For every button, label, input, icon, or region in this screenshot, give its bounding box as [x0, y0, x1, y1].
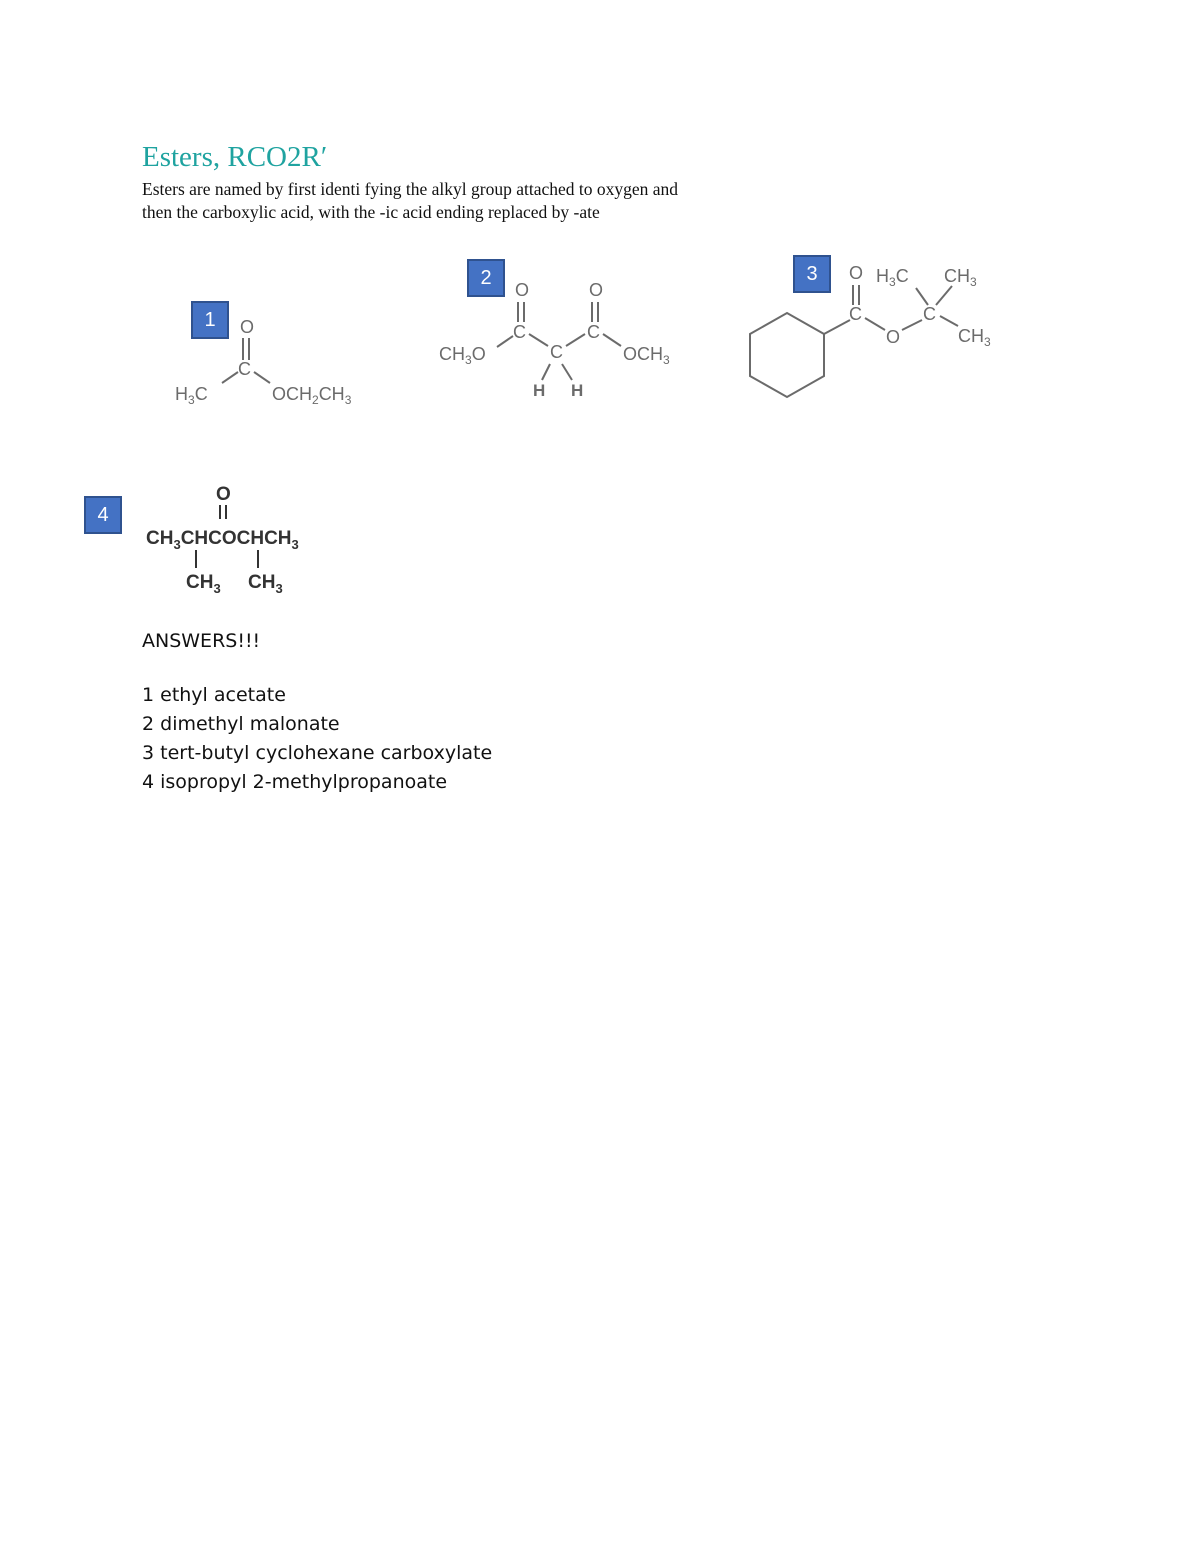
- svg-text:H3C: $H_3C$: [175, 384, 208, 407]
- s2-carbon-1: C: [513, 322, 526, 342]
- s4-branch-methyl-1: [186, 572, 221, 596]
- intro-line-2: then the carboxylic acid, with the -ic acid ending replaced by -ate: [142, 202, 600, 222]
- structure-1-badge: 1: [191, 301, 229, 339]
- s2-carbon-center: C: [550, 342, 563, 362]
- s2-bond-c1-c: [529, 334, 548, 346]
- answers-header: ANSWERS!!!: [142, 630, 261, 652]
- intro-line-1: Esters are named by first identi fying the alkyl group attached to oxygen and: [142, 179, 679, 199]
- s1-methyl-c: C: [194, 384, 208, 404]
- svg-text:OCH3: $OCH_3$: [623, 344, 670, 367]
- s3-methyl-b: [944, 266, 977, 289]
- svg-text:OCH2CH3: $OCH_2CH_3$: [272, 384, 352, 407]
- structure-4-isopropyl-2-methylpropanoate: [140, 480, 340, 600]
- structure-2-badge: 2: [467, 259, 505, 297]
- s3-methyl-a-bond: [916, 288, 928, 305]
- answer-item-2: 2 dimethyl malonate: [142, 713, 340, 735]
- answer-item-4: 4 isopropyl 2-methylpropanoate: [142, 771, 448, 793]
- s2-bond-h2: [562, 364, 572, 380]
- s3-oxygen: O: [849, 263, 864, 283]
- s3-quaternary-carbon: C: [923, 304, 936, 324]
- s2-methoxy-right: [623, 344, 670, 367]
- structure-2-dimethyl-malonate: [435, 272, 695, 402]
- s3-methyl-c-bond: [940, 316, 958, 326]
- s1-ethoxy: [272, 384, 352, 407]
- svg-text:CH3: $CH_3$: [186, 572, 221, 596]
- structure-3-tert-butyl-cyclohexanecarboxylate: [740, 258, 1020, 408]
- structure-4-badge: 4: [84, 496, 122, 534]
- s1-methyl: [175, 384, 208, 407]
- s4-branch-methyl-2: [248, 572, 283, 596]
- svg-text:CH3: $CH_3$: [248, 572, 283, 596]
- s2-bond-h1: [542, 364, 550, 380]
- structure-1-ethyl-acetate: [170, 310, 390, 410]
- answer-item-1: 1 ethyl acetate: [142, 684, 286, 706]
- s3-methyl-a: [876, 266, 909, 289]
- s2-oxygen-1: O: [515, 280, 530, 300]
- s3-ester-oxygen: O: [886, 327, 901, 347]
- s3-cyclohexane-ring: [750, 313, 824, 397]
- s2-bond-c-c2: [566, 334, 585, 346]
- s1-carbon: C: [238, 359, 251, 379]
- page-title: [142, 141, 327, 174]
- structure-3-badge: 3: [793, 255, 831, 293]
- s3-o-c-bond: [902, 320, 922, 330]
- s3-methyl-c: [958, 326, 991, 349]
- s2-oxygen-2: O: [589, 280, 604, 300]
- s2-hydrogen-1: H: [533, 381, 546, 400]
- s2-bond-c2-o: [603, 334, 621, 346]
- s2-methoxy-left: [439, 344, 486, 367]
- svg-text:CH3: $CH_3$: [958, 326, 991, 349]
- svg-text:CH3CHCOCHCH3: $CH_3CHCOCHCH_3$: [146, 528, 299, 552]
- svg-text:H3C: $H_3C$: [876, 266, 909, 289]
- s3-c-o-bond: [865, 318, 885, 330]
- s1-bond-right: [254, 372, 270, 383]
- s3-methyl-b-bond: [936, 286, 952, 305]
- s1-oxygen: O: [240, 317, 255, 337]
- s4-main-chain: [146, 528, 299, 552]
- s2-hydrogen-2: H: [571, 381, 584, 400]
- intro-paragraph: [142, 178, 802, 224]
- svg-text:CH3O: $CH_3O$: [439, 344, 486, 367]
- s3-ring-to-carbonyl: [824, 320, 850, 334]
- s2-bond-o-c1: [497, 336, 513, 347]
- title-text: Esters, RCO2R′: [142, 141, 328, 173]
- s2-carbon-2: C: [587, 322, 600, 342]
- s4-oxygen: O: [216, 484, 231, 505]
- answers-section: [142, 630, 492, 797]
- s1-bond-left: [222, 372, 238, 383]
- s3-carbonyl-carbon: C: [849, 304, 862, 324]
- svg-text:CH3: $CH_3$: [944, 266, 977, 289]
- answer-item-3: 3 tert-butyl cyclohexane carboxylate: [142, 742, 493, 764]
